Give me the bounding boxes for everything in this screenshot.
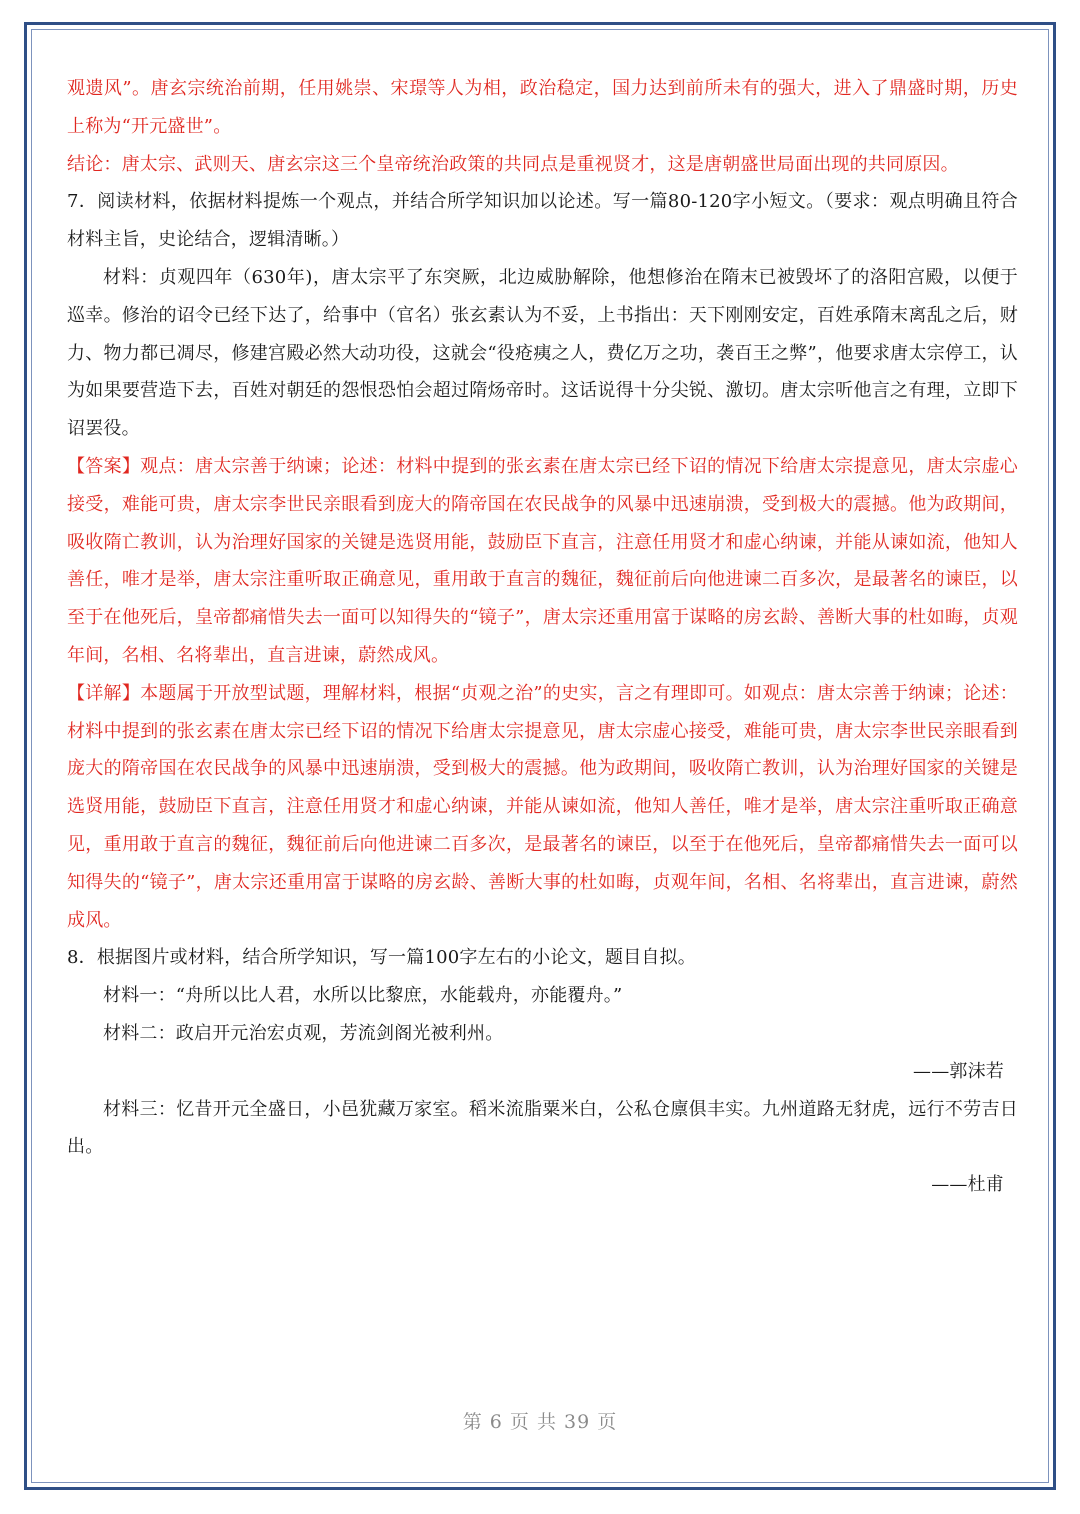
question-8-material-3: 材料三：忆昔开元全盛日，小邑犹藏万家室。稻米流脂粟米白，公私仓廪俱丰实。九州道路无豺虎，远行不劳吉日出。 xyxy=(67,1098,1018,1158)
question-7-material: 材料：贞观四年（630年)，唐太宗平了东突厥，北边威胁解除，他想修治在隋末已被毁坏了的洛阳宫殿，以便于巡幸。修治的诏令已经下达了，给事中（官名）张玄素认为不妥，上书指出：天下刚刚安定，百姓承隋末离乱之后，财力、物力都已凋尽，修建宫殿必然大动功役，这就会“役疮痍之人，费亿万之功，袭百王之弊”，他要求唐太宗停工，认为如果要营造下去，百姓对朝廷的怨恨恐怕会超过隋炀帝时。这话说得十分尖锐、激切。唐太宗听他言之有理，立即下诏罢役。 xyxy=(67,266,1018,440)
question-7: 7．阅读材料，依据材料提炼一个观点，并结合所学知识加以论述。写一篇80-120字小短文。（要求：观点明确且符合材料主旨，史论结合，逻辑清晰。） xyxy=(67,191,1018,251)
question-7-detail: 【详解】本题属于开放型试题，理解材料，根据“贞观之治”的史实，言之有理即可。如观点：唐太宗善于纳谏；论述：材料中提到的张玄素在唐太宗已经下诏的情况下给唐太宗提意见，唐太宗虚心接受，难能可贵，唐太宗李世民亲眼看到庞大的隋帝国在农民战争的风暴中迅速崩溃，受到极大的震撼。他为政期间，吸收隋亡教训，认为治理好国家的关键是选贤用能，鼓励臣下直言，注意任用贤才和虚心纳谏，并能从谏如流，他知人善任，唯才是举，唐太宗注重听取正确意见，重用敢于直言的魏征，魏征前后向他进谏二百多次，是最著名的谏臣，以至于在他死后，皇帝都痛惜失去一面可以知得失的“镜子”，唐太宗还重用富于谋略的房玄龄、善断大事的杜如晦，贞观年间，名相、名将辈出，直言进谏，蔚然成风。 xyxy=(67,682,1018,931)
question-7-answer: 【答案】观点：唐太宗善于纳谏；论述：材料中提到的张玄素在唐太宗已经下诏的情况下给唐太宗提意见，唐太宗虚心接受，难能可贵，唐太宗李世民亲眼看到庞大的隋帝国在农民战争的风暴中迅速崩溃，受到极大的震撼。他为政期间，吸收隋亡教训，认为治理好国家的关键是选贤用能，鼓励臣下直言，注意任用贤才和虚心纳谏，并能从谏如流，他知人善任，唯才是举，唐太宗注重听取正确意见，重用敢于直言的魏征，魏征前后向他进谏二百多次，是最著名的谏臣，以至于在他死后，皇帝都痛惜失去一面可以知得失的“镜子”，唐太宗还重用富于谋略的房玄龄、善断大事的杜如晦，贞观年间，名相、名将辈出，直言进谏，蔚然成风。 xyxy=(67,455,1018,666)
question-8-material-1: 材料一：“舟所以比人君，水所以比黎庶，水能载舟，亦能覆舟。” xyxy=(103,985,623,1007)
paragraph-conclusion: 结论：唐太宗、武则天、唐玄宗这三个皇帝统治政策的共同点是重视贤才，这是唐朝盛世局面出现的共同原因。 xyxy=(67,153,959,175)
question-8-material-2-author: ——郭沫若 xyxy=(913,1060,1004,1082)
paragraph-kaiyuan-prosperity: 观遗风”。唐玄宗统治前期，任用姚崇、宋璟等人为相，政治稳定，国力达到前所未有的强大，进入了鼎盛时期，历史上称为“开元盛世”。 xyxy=(67,78,1018,137)
question-8-material-2: 材料二：政启开元治宏贞观，芳流剑阁光被利州。 xyxy=(103,1022,504,1044)
document-body xyxy=(67,70,1018,1204)
question-8-material-3-author: ——杜甫 xyxy=(931,1174,1004,1196)
question-8: 8．根据图片或材料，结合所学知识，写一篇100字左右的小论文，题目自拟。 xyxy=(67,947,697,969)
page-number-footer: 第 6 页 共 39 页 xyxy=(462,1411,618,1433)
